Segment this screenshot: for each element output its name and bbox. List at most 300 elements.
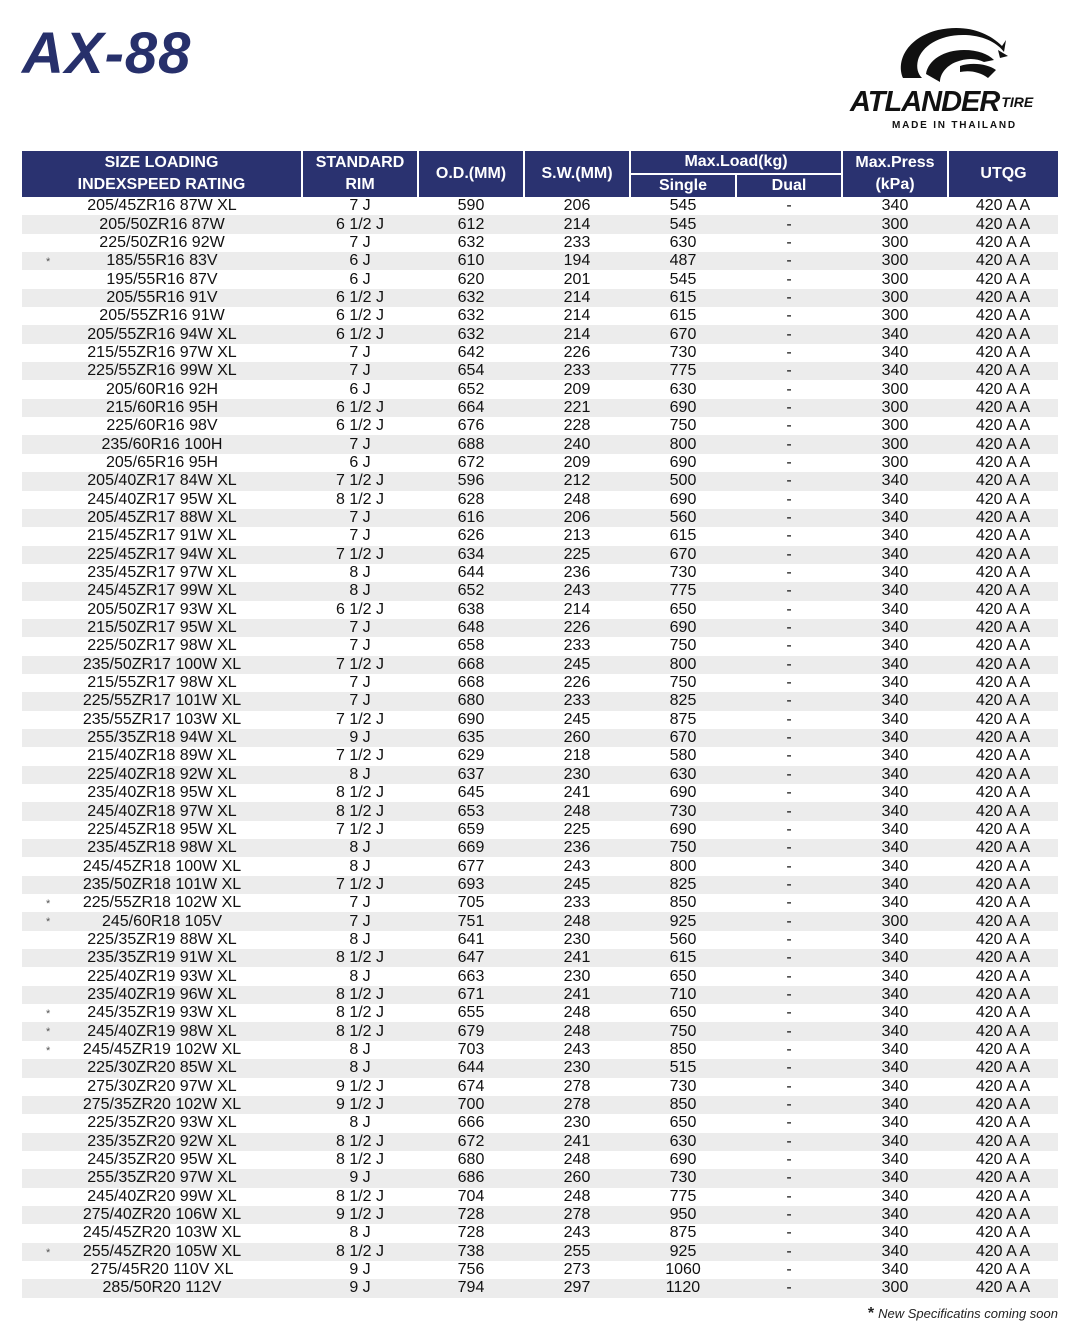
cell-utqg: 420 A A bbox=[948, 1169, 1058, 1187]
cell-od: 690 bbox=[457, 710, 485, 728]
cell-dual: - bbox=[736, 912, 842, 930]
cell-rim: 6 J bbox=[349, 453, 371, 471]
cell-press: 340 bbox=[881, 710, 909, 728]
cell-rim: 7 1/2 J bbox=[302, 656, 418, 674]
cell-utqg: 420 A A bbox=[948, 839, 1058, 857]
table-row bbox=[22, 766, 1058, 784]
brand-suffix: TIRE bbox=[1001, 94, 1034, 110]
cell-single: 690 bbox=[669, 1151, 697, 1169]
cell-utqg: 420 A A bbox=[948, 729, 1058, 747]
cell-press: 340 bbox=[842, 1133, 948, 1151]
cell-dual: - bbox=[736, 1059, 842, 1077]
cell-sw: 230 bbox=[524, 1059, 630, 1077]
cell-utqg: 420 A A bbox=[975, 417, 1031, 435]
cell-od: 688 bbox=[418, 435, 524, 453]
cell-utqg: 420 A A bbox=[975, 1187, 1031, 1205]
cell-rim: 7 J bbox=[302, 692, 418, 710]
table-row bbox=[22, 1151, 1058, 1169]
cell-sw: 206 bbox=[563, 197, 591, 215]
table-row bbox=[22, 1041, 1058, 1059]
cell-rim: 8 1/2 J bbox=[335, 784, 385, 802]
cell-dual: - bbox=[786, 1151, 792, 1169]
cell-od: 620 bbox=[457, 270, 485, 288]
cell-rim: 8 J bbox=[349, 930, 371, 948]
cell-size bbox=[22, 546, 302, 564]
cell-press: 340 bbox=[881, 967, 909, 985]
cell-size bbox=[22, 1114, 302, 1132]
cell-sw: 278 bbox=[524, 1096, 630, 1114]
cell-od: 680 bbox=[418, 692, 524, 710]
cell-sw: 233 bbox=[524, 692, 630, 710]
cell-press: 340 bbox=[881, 600, 909, 618]
table-row bbox=[22, 380, 1058, 398]
table-row bbox=[22, 1096, 1058, 1114]
cell-dual: - bbox=[736, 435, 842, 453]
table-row bbox=[22, 1078, 1058, 1096]
cell-od: 668 bbox=[457, 674, 485, 692]
cell-sw: 214 bbox=[524, 215, 630, 233]
table-row bbox=[22, 692, 1058, 710]
header-maxload: Max.Load(kg) bbox=[630, 151, 842, 174]
table-row bbox=[22, 1114, 1058, 1132]
size-label: 255/35ZR18 94W XL bbox=[87, 729, 237, 747]
size-label: 235/55ZR17 103W XL bbox=[82, 710, 242, 728]
cell-utqg: 420 A A bbox=[975, 380, 1031, 398]
cell-dual: - bbox=[736, 472, 842, 490]
table-row bbox=[22, 454, 1058, 472]
cell-dual: - bbox=[736, 766, 842, 784]
cell-utqg: 420 A A bbox=[948, 252, 1058, 270]
cell-size bbox=[22, 1059, 302, 1077]
cell-sw: 226 bbox=[563, 343, 591, 361]
cell-utqg: 420 A A bbox=[948, 509, 1058, 527]
cell-sw: 248 bbox=[563, 490, 591, 508]
size-label: 195/55R16 87V bbox=[106, 270, 218, 288]
cell-press: 340 bbox=[881, 637, 909, 655]
cell-rim: 7 J bbox=[349, 637, 371, 655]
cell-single: 650 bbox=[669, 967, 697, 985]
cell-sw: 236 bbox=[563, 564, 591, 582]
cell-press: 340 bbox=[881, 1261, 909, 1279]
cell-od: 686 bbox=[418, 1169, 524, 1187]
size-label: 225/40ZR19 93W XL bbox=[87, 967, 237, 985]
cell-single: 800 bbox=[669, 857, 697, 875]
cell-press: 340 bbox=[881, 674, 909, 692]
cell-utqg: 420 A A bbox=[975, 343, 1031, 361]
size-label: 225/45ZR17 94W XL bbox=[87, 545, 237, 563]
cell-dual: - bbox=[786, 1040, 792, 1058]
size-label: 245/40ZR18 97W XL bbox=[87, 802, 237, 820]
cell-size bbox=[22, 1243, 302, 1261]
cell-single: 670 bbox=[630, 325, 736, 343]
cell-size bbox=[22, 380, 302, 398]
size-label: 245/45ZR19 102W XL bbox=[82, 1040, 242, 1058]
cell-press: 340 bbox=[881, 1040, 909, 1058]
cell-single: 650 bbox=[669, 600, 697, 618]
size-label: 275/40ZR20 106W XL bbox=[82, 1206, 242, 1224]
size-label: 245/40ZR19 98W XL bbox=[87, 1022, 237, 1040]
table-row bbox=[22, 197, 1058, 215]
cell-single: 630 bbox=[630, 766, 736, 784]
cell-utqg: 420 A A bbox=[948, 472, 1058, 490]
size-label: 205/45ZR17 88W XL bbox=[87, 509, 237, 527]
header-single: Single bbox=[630, 174, 736, 197]
cell-rim: 7 J bbox=[302, 912, 418, 930]
cell-dual: - bbox=[786, 674, 792, 692]
cell-size bbox=[22, 986, 302, 1004]
size-label: 245/40ZR17 95W XL bbox=[87, 490, 237, 508]
cell-single: 690 bbox=[669, 490, 697, 508]
cell-sw: 230 bbox=[563, 930, 591, 948]
cell-press: 340 bbox=[881, 1114, 909, 1132]
cell-dual: - bbox=[786, 1077, 792, 1095]
cell-sw: 243 bbox=[563, 857, 591, 875]
cell-rim: 8 J bbox=[349, 857, 371, 875]
cell-dual: - bbox=[736, 692, 842, 710]
tire-spec-table bbox=[22, 151, 1058, 1298]
cell-sw: 248 bbox=[563, 1187, 591, 1205]
cell-rim: 6 J bbox=[349, 270, 371, 288]
new-spec-marker: * bbox=[46, 1246, 51, 1259]
cell-single: 730 bbox=[669, 1077, 697, 1095]
cell-press: 340 bbox=[842, 1243, 948, 1261]
cell-press: 300 bbox=[881, 453, 909, 471]
cell-od: 664 bbox=[418, 399, 524, 417]
cell-press: 340 bbox=[842, 1206, 948, 1224]
size-label: 255/45ZR20 105W XL bbox=[82, 1242, 242, 1260]
table-row bbox=[22, 307, 1058, 325]
cell-od: 658 bbox=[457, 637, 485, 655]
cell-size bbox=[22, 711, 302, 729]
size-label: 225/30ZR20 85W XL bbox=[87, 1059, 237, 1077]
cell-single: 615 bbox=[630, 289, 736, 307]
cell-press: 300 bbox=[881, 233, 909, 251]
table-row bbox=[22, 1224, 1058, 1242]
cell-sw: 243 bbox=[524, 582, 630, 600]
size-label: 245/45ZR20 103W XL bbox=[82, 1224, 242, 1242]
size-label: 205/40ZR17 84W XL bbox=[87, 472, 237, 490]
cell-dual: - bbox=[736, 986, 842, 1004]
cell-size bbox=[22, 1279, 302, 1297]
cell-single: 560 bbox=[630, 509, 736, 527]
cell-press: 300 bbox=[842, 435, 948, 453]
cell-rim: 8 1/2 J bbox=[302, 1022, 418, 1040]
cell-single: 825 bbox=[630, 692, 736, 710]
cell-utqg: 420 A A bbox=[948, 1133, 1058, 1151]
cell-single: 690 bbox=[669, 820, 697, 838]
cell-rim: 6 1/2 J bbox=[335, 307, 385, 325]
table-row bbox=[22, 912, 1058, 930]
table-row bbox=[22, 656, 1058, 674]
cell-rim: 7 1/2 J bbox=[335, 820, 385, 838]
cell-utqg: 420 A A bbox=[975, 784, 1031, 802]
table-row bbox=[22, 527, 1058, 545]
cell-utqg: 420 A A bbox=[948, 289, 1058, 307]
cell-rim: 8 1/2 J bbox=[302, 1133, 418, 1151]
cell-size bbox=[22, 491, 302, 509]
cell-dual: - bbox=[736, 362, 842, 380]
cell-od: 672 bbox=[457, 453, 485, 471]
cell-single: 925 bbox=[630, 912, 736, 930]
size-label: 185/55R16 83V bbox=[106, 252, 218, 270]
cell-utqg: 420 A A bbox=[975, 967, 1031, 985]
cell-dual: - bbox=[786, 820, 792, 838]
cell-dual: - bbox=[786, 1114, 792, 1132]
cell-size bbox=[22, 821, 302, 839]
cell-size bbox=[22, 931, 302, 949]
cell-dual: - bbox=[736, 399, 842, 417]
cell-utqg: 420 A A bbox=[975, 1114, 1031, 1132]
cell-size bbox=[22, 234, 302, 252]
cell-od: 756 bbox=[457, 1261, 485, 1279]
cell-single: 730 bbox=[669, 564, 697, 582]
size-label: 245/45ZR18 100W XL bbox=[82, 857, 242, 875]
cell-sw: 278 bbox=[524, 1206, 630, 1224]
cell-dual: - bbox=[736, 876, 842, 894]
cell-press: 300 bbox=[881, 307, 909, 325]
cell-od: 632 bbox=[418, 325, 524, 343]
cell-rim: 7 1/2 J bbox=[335, 747, 385, 765]
cell-dual: - bbox=[736, 729, 842, 747]
cell-size bbox=[22, 912, 302, 930]
table-row bbox=[22, 417, 1058, 435]
cell-sw: 214 bbox=[524, 289, 630, 307]
size-label: 235/60R16 100H bbox=[101, 435, 223, 453]
cell-rim: 7 1/2 J bbox=[302, 876, 418, 894]
cell-rim: 9 J bbox=[302, 729, 418, 747]
cell-dual: - bbox=[736, 839, 842, 857]
cell-sw: 241 bbox=[524, 949, 630, 967]
cell-utqg: 420 A A bbox=[975, 453, 1031, 471]
cell-rim: 7 1/2 J bbox=[302, 546, 418, 564]
header-utqg: UTQG bbox=[948, 151, 1058, 197]
table-row bbox=[22, 857, 1058, 875]
cell-sw: 260 bbox=[524, 1169, 630, 1187]
cell-utqg: 420 A A bbox=[948, 215, 1058, 233]
cell-dual: - bbox=[786, 1224, 792, 1242]
size-label: 225/40ZR18 92W XL bbox=[87, 765, 237, 783]
cell-sw: 240 bbox=[524, 435, 630, 453]
new-spec-marker: * bbox=[46, 1044, 51, 1057]
cell-press: 340 bbox=[842, 766, 948, 784]
size-label: 215/55ZR16 97W XL bbox=[87, 343, 237, 361]
cell-press: 340 bbox=[881, 197, 909, 215]
cell-od: 638 bbox=[457, 600, 485, 618]
cell-press: 300 bbox=[842, 399, 948, 417]
cell-size bbox=[22, 344, 302, 362]
cell-sw: 236 bbox=[524, 839, 630, 857]
cell-single: 850 bbox=[669, 1040, 697, 1058]
cell-utqg: 420 A A bbox=[975, 930, 1031, 948]
cell-od: 637 bbox=[418, 766, 524, 784]
cell-dual: - bbox=[736, 1169, 842, 1187]
cell-utqg: 420 A A bbox=[948, 582, 1058, 600]
cell-press: 340 bbox=[842, 546, 948, 564]
cell-sw: 248 bbox=[524, 1022, 630, 1040]
size-label: 215/60R16 95H bbox=[105, 398, 219, 416]
cell-size bbox=[22, 656, 302, 674]
cell-od: 645 bbox=[457, 784, 485, 802]
cell-od: 669 bbox=[418, 839, 524, 857]
cell-press: 340 bbox=[881, 1224, 909, 1242]
cell-od: 738 bbox=[418, 1243, 524, 1261]
cell-rim: 8 1/2 J bbox=[335, 1187, 385, 1205]
cell-sw: 245 bbox=[524, 876, 630, 894]
cell-rim: 7 J bbox=[349, 674, 371, 692]
cell-single: 615 bbox=[630, 949, 736, 967]
new-spec-marker: * bbox=[46, 1008, 51, 1021]
size-label: 225/45ZR18 95W XL bbox=[87, 820, 237, 838]
cell-press: 340 bbox=[842, 729, 948, 747]
cell-od: 679 bbox=[418, 1022, 524, 1040]
cell-single: 750 bbox=[669, 417, 697, 435]
cell-press: 340 bbox=[842, 876, 948, 894]
cell-size bbox=[22, 692, 302, 710]
table-row bbox=[22, 729, 1058, 747]
cell-size bbox=[22, 894, 302, 912]
cell-utqg: 420 A A bbox=[975, 747, 1031, 765]
cell-utqg: 420 A A bbox=[975, 894, 1031, 912]
cell-size bbox=[22, 857, 302, 875]
cell-utqg: 420 A A bbox=[948, 949, 1058, 967]
size-label: 225/60R16 98V bbox=[106, 417, 218, 435]
cell-single: 650 bbox=[669, 1114, 697, 1132]
cell-dual: - bbox=[736, 546, 842, 564]
cell-utqg: 420 A A bbox=[948, 1206, 1058, 1224]
cell-od: 728 bbox=[457, 1224, 485, 1242]
cell-dual: - bbox=[736, 802, 842, 820]
cell-sw: 243 bbox=[563, 1224, 591, 1242]
cell-sw: 194 bbox=[524, 252, 630, 270]
cell-rim: 7 J bbox=[349, 343, 371, 361]
cell-dual: - bbox=[786, 637, 792, 655]
cell-dual: - bbox=[786, 930, 792, 948]
cell-press: 340 bbox=[842, 1096, 948, 1114]
cell-size bbox=[22, 1022, 302, 1040]
cell-sw: 233 bbox=[524, 362, 630, 380]
cell-dual: - bbox=[786, 1187, 792, 1205]
cell-size bbox=[22, 802, 302, 820]
table-row bbox=[22, 931, 1058, 949]
cell-dual: - bbox=[786, 307, 792, 325]
size-label: 275/45R20 110V XL bbox=[90, 1261, 234, 1279]
cell-utqg: 420 A A bbox=[975, 710, 1031, 728]
cell-single: 875 bbox=[669, 710, 697, 728]
cell-press: 340 bbox=[881, 857, 909, 875]
cell-od: 794 bbox=[418, 1279, 524, 1297]
cell-rim: 8 1/2 J bbox=[335, 1151, 385, 1169]
cell-rim: 6 1/2 J bbox=[302, 289, 418, 307]
cell-press: 340 bbox=[881, 343, 909, 361]
cell-od: 590 bbox=[457, 197, 485, 215]
cell-utqg: 420 A A bbox=[975, 527, 1031, 545]
cell-od: 644 bbox=[457, 564, 485, 582]
cell-rim: 7 1/2 J bbox=[335, 710, 385, 728]
size-label: 245/45ZR17 99W XL bbox=[87, 582, 237, 600]
cell-rim: 8 J bbox=[349, 1224, 371, 1242]
cell-od: 612 bbox=[418, 215, 524, 233]
cell-utqg: 420 A A bbox=[948, 546, 1058, 564]
cell-sw: 297 bbox=[524, 1279, 630, 1297]
cell-utqg: 420 A A bbox=[975, 1004, 1031, 1022]
cell-utqg: 420 A A bbox=[948, 692, 1058, 710]
cell-single: 850 bbox=[630, 1096, 736, 1114]
cell-utqg: 420 A A bbox=[975, 820, 1031, 838]
table-row bbox=[22, 784, 1058, 802]
cell-press: 340 bbox=[842, 802, 948, 820]
cell-size bbox=[22, 509, 302, 527]
cell-od: 677 bbox=[457, 857, 485, 875]
cell-sw: 260 bbox=[524, 729, 630, 747]
cell-size bbox=[22, 252, 302, 270]
cell-single: 690 bbox=[630, 619, 736, 637]
cell-sw: 206 bbox=[524, 509, 630, 527]
cell-single: 615 bbox=[669, 307, 697, 325]
cell-od: 700 bbox=[418, 1096, 524, 1114]
cell-rim: 8 1/2 J bbox=[335, 490, 385, 508]
cell-rim: 7 J bbox=[302, 435, 418, 453]
cell-utqg: 420 A A bbox=[975, 674, 1031, 692]
cell-sw: 233 bbox=[563, 233, 591, 251]
cell-rim: 9 1/2 J bbox=[335, 1077, 385, 1095]
cell-od: 705 bbox=[457, 894, 485, 912]
size-label: 205/55ZR16 94W XL bbox=[87, 325, 237, 343]
cell-sw: 248 bbox=[524, 912, 630, 930]
cell-size bbox=[22, 362, 302, 380]
cell-rim: 6 1/2 J bbox=[302, 399, 418, 417]
size-label: 205/55R16 91V bbox=[106, 288, 218, 306]
cell-sw: 226 bbox=[563, 674, 591, 692]
cell-od: 704 bbox=[457, 1187, 485, 1205]
cell-sw: 243 bbox=[563, 1040, 591, 1058]
cell-single: 710 bbox=[630, 986, 736, 1004]
cell-utqg: 420 A A bbox=[975, 564, 1031, 582]
cell-press: 340 bbox=[842, 325, 948, 343]
table-row bbox=[22, 1169, 1058, 1187]
cell-sw: 241 bbox=[563, 784, 591, 802]
cell-utqg: 420 A A bbox=[948, 619, 1058, 637]
cell-sw: 245 bbox=[563, 710, 591, 728]
cell-press: 340 bbox=[842, 949, 948, 967]
cell-sw: 228 bbox=[563, 417, 591, 435]
cell-size bbox=[22, 876, 302, 894]
table-row bbox=[22, 1279, 1058, 1297]
size-label: 215/55ZR17 98W XL bbox=[87, 674, 237, 692]
table-row bbox=[22, 802, 1058, 820]
cell-rim: 7 J bbox=[349, 233, 371, 251]
cell-utqg: 420 A A bbox=[948, 986, 1058, 1004]
cell-rim: 7 J bbox=[302, 619, 418, 637]
cell-dual: - bbox=[786, 710, 792, 728]
cell-rim: 7 J bbox=[302, 509, 418, 527]
cell-size bbox=[22, 601, 302, 619]
cell-od: 703 bbox=[457, 1040, 485, 1058]
cell-press: 340 bbox=[842, 839, 948, 857]
cell-size bbox=[22, 270, 302, 288]
cell-dual: - bbox=[786, 453, 792, 471]
cell-press: 340 bbox=[842, 656, 948, 674]
cell-size bbox=[22, 1169, 302, 1187]
cell-size bbox=[22, 784, 302, 802]
cell-single: 630 bbox=[669, 233, 697, 251]
cell-rim: 9 1/2 J bbox=[302, 1206, 418, 1224]
size-label: 225/50ZR16 92W bbox=[99, 233, 225, 251]
cell-od: 635 bbox=[418, 729, 524, 747]
cell-dual: - bbox=[736, 1096, 842, 1114]
cell-sw: 201 bbox=[563, 270, 591, 288]
cell-rim: 8 J bbox=[349, 1040, 371, 1058]
table-row bbox=[22, 1206, 1058, 1224]
